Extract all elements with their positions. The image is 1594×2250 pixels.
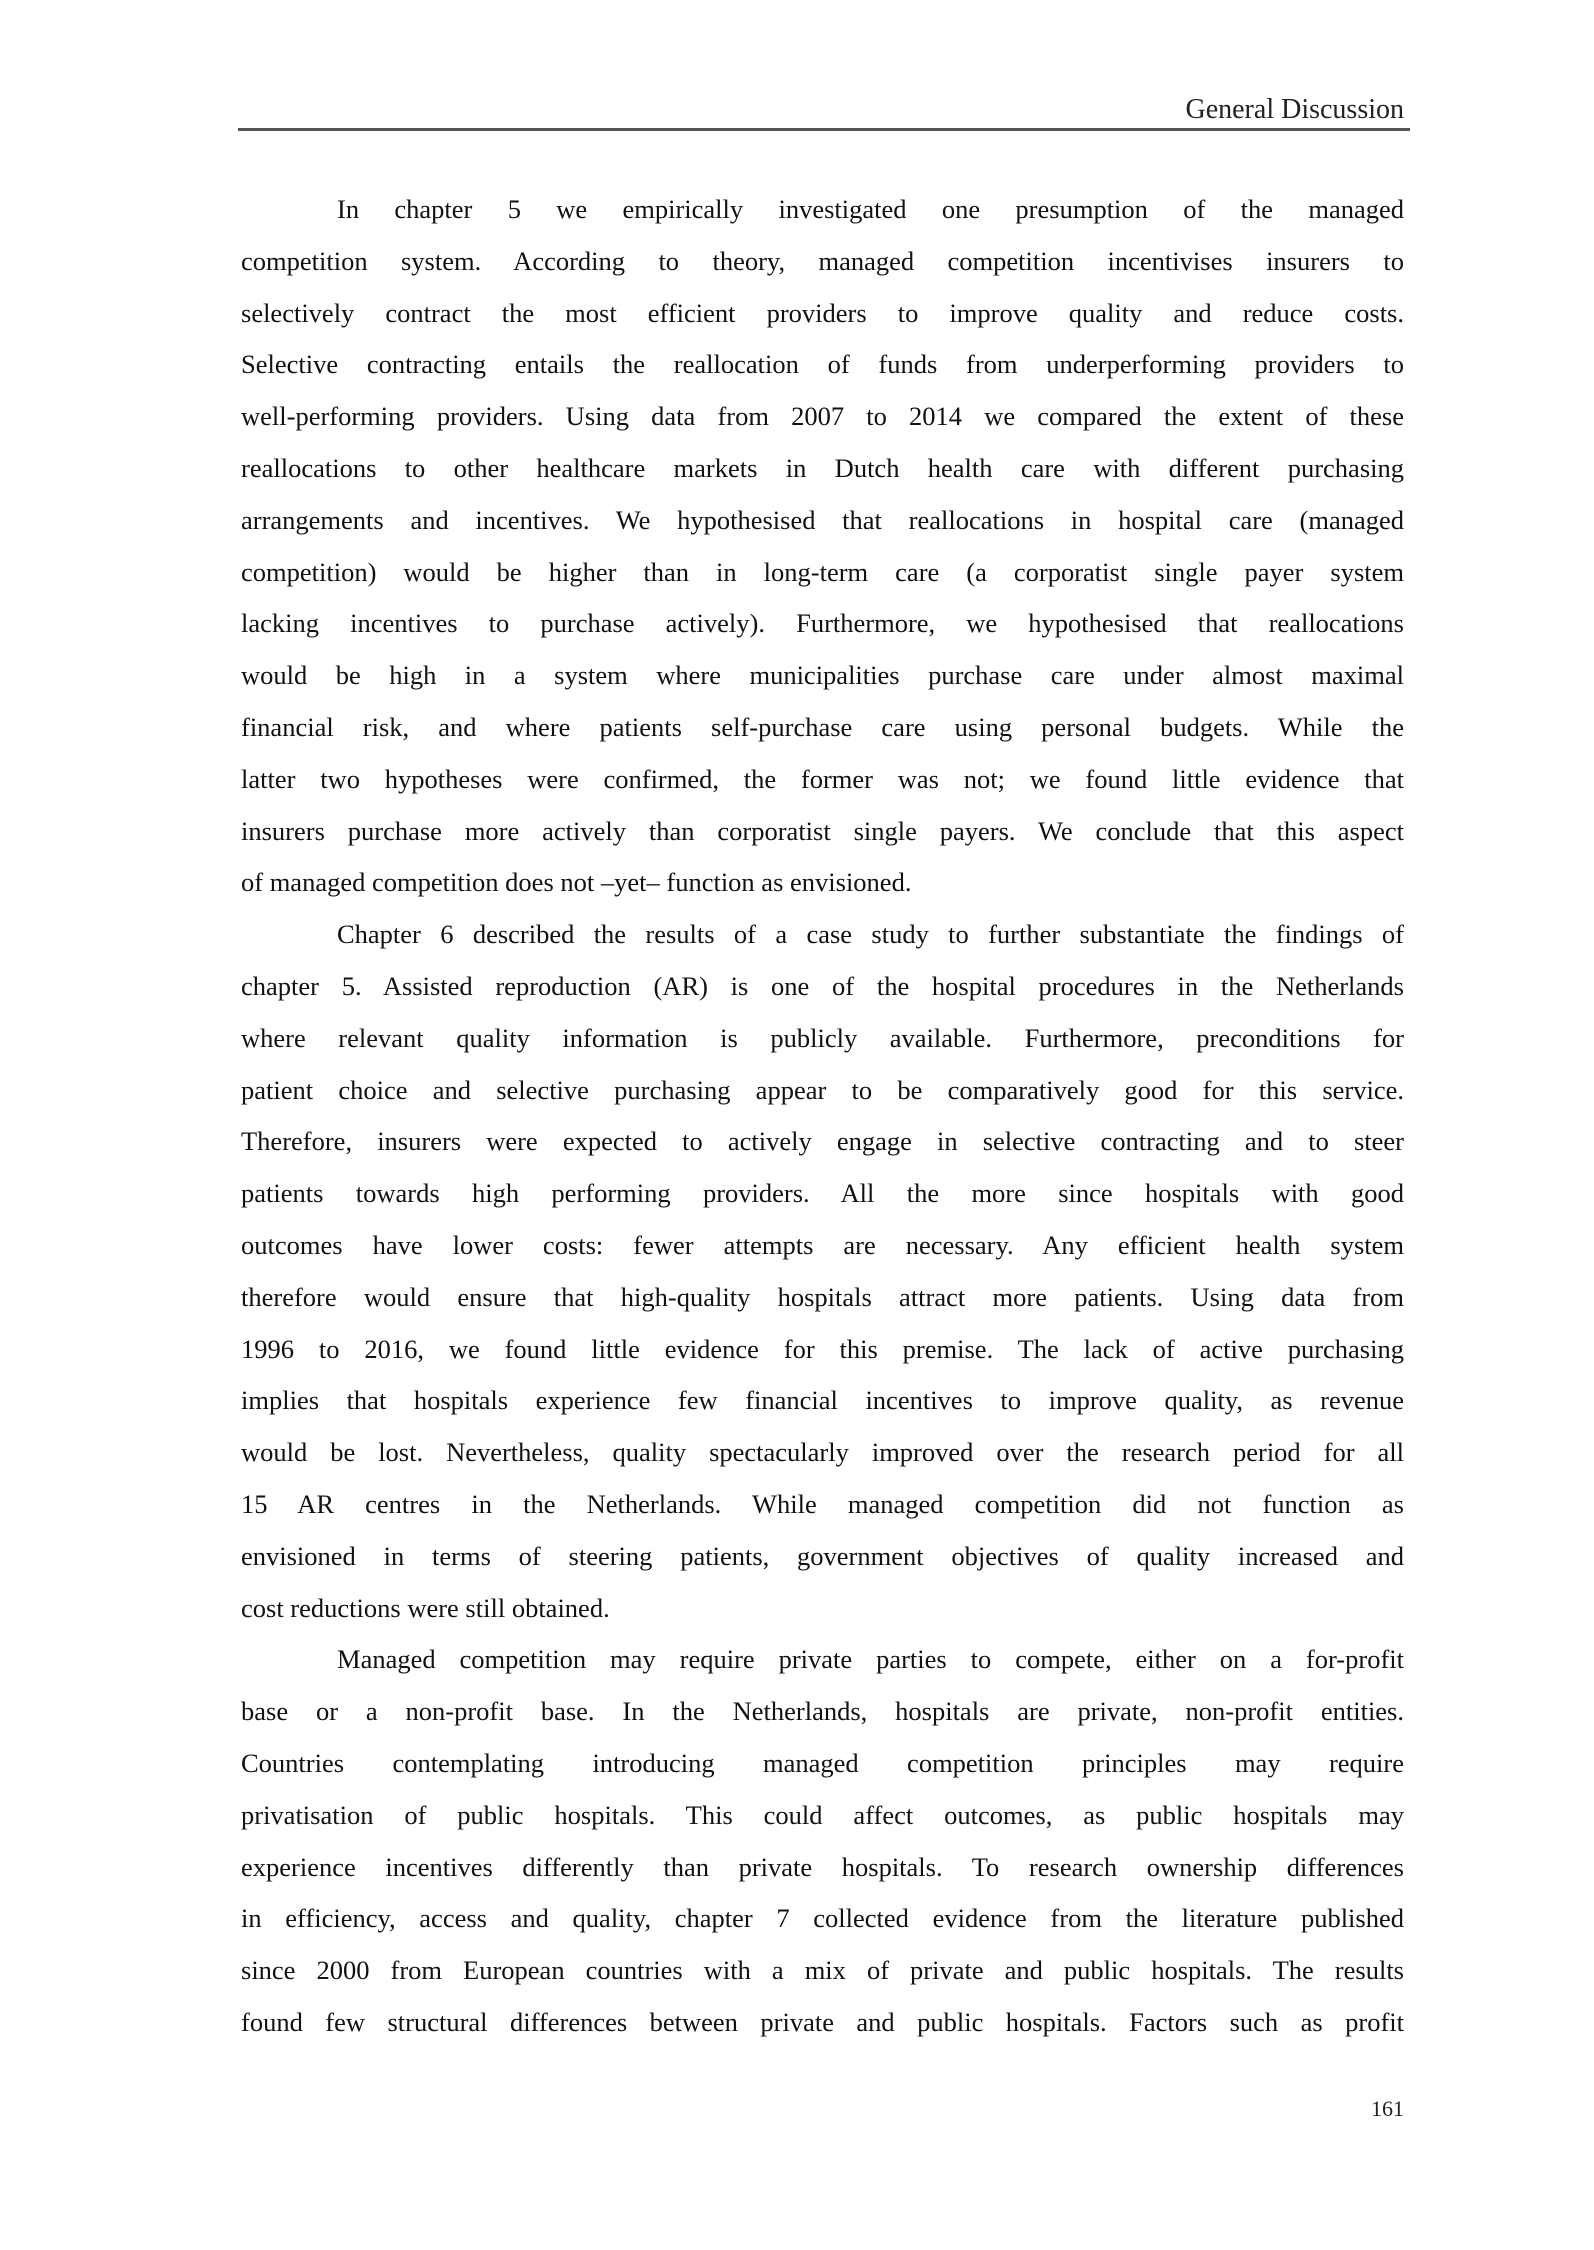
text-line: of managed competition does not –yet– function as envisioned.: [241, 867, 912, 898]
text-line: well-performing providers. Using data from 2007 to 2014 we compared the extent of these: [241, 401, 1404, 432]
paragraph: [241, 909, 1404, 1634]
text-line: would be high in a system where municipalities purchase care under almost maximal: [241, 660, 1404, 691]
text-line: where relevant quality information is publicly available. Furthermore, preconditions for: [241, 1022, 1404, 1053]
paragraph: [241, 184, 1404, 909]
running-header: General Discussion: [1185, 94, 1404, 125]
text-line: patient choice and selective purchasing appear to be comparatively good for this service.: [241, 1074, 1404, 1105]
text-line: chapter 5. Assisted reproduction (AR) is one of the hospital procedures in the Netherlands: [241, 970, 1404, 1001]
text-line: outcomes have lower costs: fewer attempts are necessary. Any efficient health system: [241, 1229, 1404, 1260]
text-line: Therefore, insurers were expected to actively engage in selective contracting and to steer: [241, 1126, 1404, 1157]
text-line: implies that hospitals experience few financial incentives to improve quality, as revenue: [241, 1385, 1404, 1416]
text-line: In chapter 5 we empirically investigated one presumption of the managed: [337, 194, 1404, 224]
text-line: insurers purchase more actively than corporatist single payers. We conclude that this aspect: [241, 815, 1404, 846]
text-line: cost reductions were still obtained.: [241, 1592, 610, 1623]
paragraph: [241, 1634, 1404, 2048]
header-rule: [238, 128, 1410, 131]
text-line: privatisation of public hospitals. This could affect outcomes, as public hospitals may: [241, 1799, 1404, 1830]
text-line: Countries contemplating introducing managed competition principles may require: [241, 1747, 1404, 1778]
text-line: base or a non-profit base. In the Netherlands, hospitals are private, non-profit entities.: [241, 1696, 1404, 1727]
text-line: Chapter 6 described the results of a case study to further substantiate the findings of: [337, 919, 1404, 950]
text-line: 1996 to 2016, we found little evidence for this premise. The lack of active purchasing: [241, 1333, 1404, 1364]
text-line: selectively contract the most efficient providers to improve quality and reduce costs.: [241, 297, 1404, 328]
text-line: therefore would ensure that high-quality hospitals attract more patients. Using data from: [241, 1281, 1404, 1312]
text-line: competition) would be higher than in long-term care (a corporatist single payer system: [241, 556, 1404, 587]
text-line: since 2000 from European countries with a mix of private and public hospitals. The results: [241, 1955, 1404, 1986]
body-text: [241, 184, 1404, 2049]
text-line: latter two hypotheses were confirmed, the former was not; we found little evidence that: [241, 763, 1404, 794]
text-line: financial risk, and where patients self-purchase care using personal budgets. While the: [241, 711, 1404, 742]
page-number: 161: [1371, 2096, 1404, 2121]
text-line: would be lost. Nevertheless, quality spectacularly improved over the research period for all: [241, 1437, 1404, 1468]
text-line: found few structural differences between private and public hospitals. Factors such as profit: [241, 2006, 1404, 2037]
text-line: reallocations to other healthcare markets in Dutch health care with different purchasing: [241, 452, 1404, 483]
text-line: in efficiency, access and quality, chapter 7 collected evidence from the literature published: [241, 1903, 1404, 1934]
text-line: arrangements and incentives. We hypothesised that reallocations in hospital care (managed: [241, 504, 1404, 535]
text-line: Managed competition may require private parties to compete, either on a for-profit: [337, 1644, 1404, 1675]
text-line: lacking incentives to purchase actively). Furthermore, we hypothesised that reallocations: [241, 608, 1404, 639]
text-line: envisioned in terms of steering patients, government objectives of quality increased and: [241, 1540, 1404, 1571]
text-line: Selective contracting entails the reallocation of funds from underperforming providers to: [241, 349, 1404, 380]
text-line: experience incentives differently than private hospitals. To research ownership differences: [241, 1851, 1404, 1882]
text-line: 15 AR centres in the Netherlands. While managed competition did not function as: [241, 1488, 1404, 1519]
text-line: competition system. According to theory, managed competition incentivises insurers to: [241, 245, 1404, 276]
text-line: patients towards high performing providers. All the more since hospitals with good: [241, 1178, 1404, 1209]
